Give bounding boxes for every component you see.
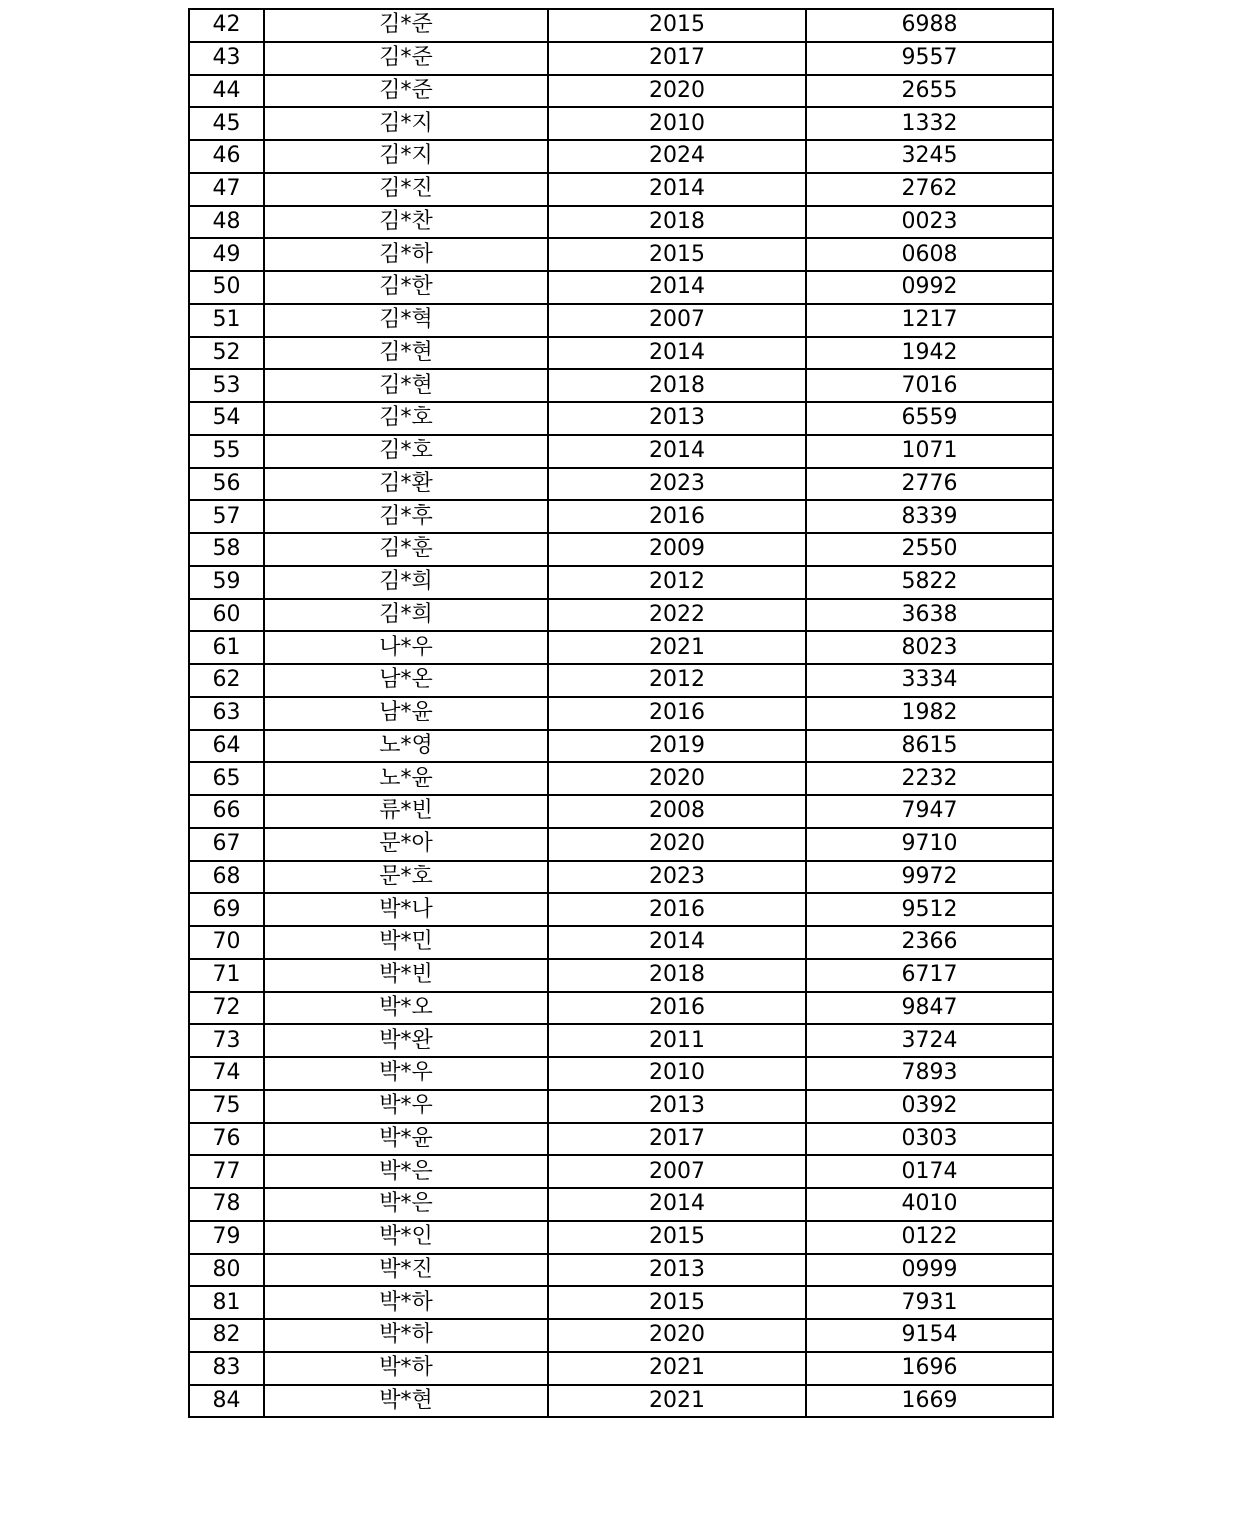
- table-row: [189, 959, 1053, 992]
- code-cell: 8615: [806, 730, 1053, 763]
- table-row: [189, 402, 1053, 435]
- code-cell: 1696: [806, 1352, 1053, 1385]
- year-cell: 2021: [548, 1352, 806, 1385]
- code-cell: 2366: [806, 926, 1053, 959]
- table-row: [189, 337, 1053, 370]
- table-row: [189, 566, 1053, 599]
- code-cell: 4010: [806, 1188, 1053, 1221]
- code-cell: 3245: [806, 140, 1053, 173]
- row-number-cell: 82: [189, 1319, 264, 1352]
- table-row: [189, 1188, 1053, 1221]
- table-row: [189, 599, 1053, 632]
- row-number-cell: 58: [189, 533, 264, 566]
- row-number-cell: 43: [189, 42, 264, 75]
- name-cell: 김*희: [264, 566, 548, 599]
- row-number-cell: 63: [189, 697, 264, 730]
- name-cell: 노*영: [264, 730, 548, 763]
- row-number-cell: 77: [189, 1155, 264, 1188]
- code-cell: 1982: [806, 697, 1053, 730]
- table-row: [189, 140, 1053, 173]
- name-cell: 김*호: [264, 435, 548, 468]
- name-cell: 김*준: [264, 75, 548, 108]
- table-row: [189, 500, 1053, 533]
- name-cell: 나*우: [264, 631, 548, 664]
- name-cell: 박*인: [264, 1221, 548, 1254]
- table-row: [189, 861, 1053, 894]
- row-number-cell: 56: [189, 468, 264, 501]
- code-cell: 7016: [806, 369, 1053, 402]
- name-cell: 김*지: [264, 140, 548, 173]
- year-cell: 2016: [548, 500, 806, 533]
- name-cell: 김*현: [264, 369, 548, 402]
- row-number-cell: 46: [189, 140, 264, 173]
- year-cell: 2017: [548, 1123, 806, 1156]
- row-number-cell: 80: [189, 1254, 264, 1287]
- code-cell: 9710: [806, 828, 1053, 861]
- name-cell: 김*환: [264, 468, 548, 501]
- year-cell: 2014: [548, 926, 806, 959]
- row-number-cell: 50: [189, 271, 264, 304]
- code-cell: 8339: [806, 500, 1053, 533]
- table-row: [189, 173, 1053, 206]
- code-cell: 0392: [806, 1090, 1053, 1123]
- year-cell: 2020: [548, 75, 806, 108]
- name-cell: 문*호: [264, 861, 548, 894]
- row-number-cell: 59: [189, 566, 264, 599]
- name-cell: 박*현: [264, 1385, 548, 1418]
- code-cell: 1942: [806, 337, 1053, 370]
- year-cell: 2007: [548, 1155, 806, 1188]
- code-cell: 6717: [806, 959, 1053, 992]
- name-cell: 남*윤: [264, 697, 548, 730]
- table-row: [189, 1319, 1053, 1352]
- name-cell: 남*온: [264, 664, 548, 697]
- year-cell: 2011: [548, 1024, 806, 1057]
- year-cell: 2009: [548, 533, 806, 566]
- row-number-cell: 75: [189, 1090, 264, 1123]
- code-cell: 9972: [806, 861, 1053, 894]
- name-cell: 류*빈: [264, 795, 548, 828]
- name-cell: 박*우: [264, 1057, 548, 1090]
- code-cell: 9557: [806, 42, 1053, 75]
- row-number-cell: 48: [189, 206, 264, 239]
- year-cell: 2019: [548, 730, 806, 763]
- table-row: [189, 1090, 1053, 1123]
- year-cell: 2010: [548, 107, 806, 140]
- table-row: [189, 9, 1053, 42]
- table-row: [189, 1385, 1053, 1418]
- table-row: [189, 762, 1053, 795]
- year-cell: 2017: [548, 42, 806, 75]
- name-cell: 김*지: [264, 107, 548, 140]
- name-cell: 박*하: [264, 1319, 548, 1352]
- name-cell: 박*우: [264, 1090, 548, 1123]
- name-cell: 김*희: [264, 599, 548, 632]
- year-cell: 2007: [548, 304, 806, 337]
- code-cell: 9154: [806, 1319, 1053, 1352]
- year-cell: 2023: [548, 861, 806, 894]
- row-number-cell: 54: [189, 402, 264, 435]
- row-number-cell: 64: [189, 730, 264, 763]
- row-number-cell: 62: [189, 664, 264, 697]
- row-number-cell: 44: [189, 75, 264, 108]
- table-row: [189, 1024, 1053, 1057]
- table-row: [189, 992, 1053, 1025]
- code-cell: 3334: [806, 664, 1053, 697]
- row-number-cell: 60: [189, 599, 264, 632]
- row-number-cell: 68: [189, 861, 264, 894]
- row-number-cell: 42: [189, 9, 264, 42]
- row-number-cell: 51: [189, 304, 264, 337]
- code-cell: 2550: [806, 533, 1053, 566]
- year-cell: 2016: [548, 893, 806, 926]
- code-cell: 7931: [806, 1286, 1053, 1319]
- row-number-cell: 83: [189, 1352, 264, 1385]
- table-row: [189, 730, 1053, 763]
- code-cell: 0023: [806, 206, 1053, 239]
- table-row: [189, 828, 1053, 861]
- year-cell: 2020: [548, 762, 806, 795]
- table-row: [189, 1254, 1053, 1287]
- name-cell: 김*하: [264, 238, 548, 271]
- name-cell: 김*준: [264, 42, 548, 75]
- code-cell: 9512: [806, 893, 1053, 926]
- name-cell: 김*호: [264, 402, 548, 435]
- code-cell: 7893: [806, 1057, 1053, 1090]
- table-row: [189, 271, 1053, 304]
- code-cell: 0122: [806, 1221, 1053, 1254]
- name-cell: 김*한: [264, 271, 548, 304]
- table-row: [189, 304, 1053, 337]
- row-number-cell: 52: [189, 337, 264, 370]
- code-cell: 7947: [806, 795, 1053, 828]
- code-cell: 0992: [806, 271, 1053, 304]
- name-cell: 박*완: [264, 1024, 548, 1057]
- table-row: [189, 107, 1053, 140]
- name-cell: 박*하: [264, 1352, 548, 1385]
- year-cell: 2021: [548, 1385, 806, 1418]
- name-cell: 노*윤: [264, 762, 548, 795]
- year-cell: 2014: [548, 271, 806, 304]
- table-row: [189, 795, 1053, 828]
- row-number-cell: 84: [189, 1385, 264, 1418]
- year-cell: 2015: [548, 238, 806, 271]
- table-row: [189, 75, 1053, 108]
- name-cell: 박*오: [264, 992, 548, 1025]
- table-row: [189, 926, 1053, 959]
- code-cell: 2762: [806, 173, 1053, 206]
- row-number-cell: 71: [189, 959, 264, 992]
- year-cell: 2014: [548, 173, 806, 206]
- code-cell: 6988: [806, 9, 1053, 42]
- name-cell: 김*현: [264, 337, 548, 370]
- year-cell: 2010: [548, 1057, 806, 1090]
- name-cell: 김*훈: [264, 533, 548, 566]
- name-cell: 박*하: [264, 1286, 548, 1319]
- row-number-cell: 74: [189, 1057, 264, 1090]
- row-number-cell: 53: [189, 369, 264, 402]
- year-cell: 2024: [548, 140, 806, 173]
- name-cell: 문*아: [264, 828, 548, 861]
- name-cell: 김*진: [264, 173, 548, 206]
- row-number-cell: 57: [189, 500, 264, 533]
- year-cell: 2016: [548, 697, 806, 730]
- year-cell: 2015: [548, 1286, 806, 1319]
- year-cell: 2021: [548, 631, 806, 664]
- row-number-cell: 55: [189, 435, 264, 468]
- year-cell: 2018: [548, 959, 806, 992]
- row-number-cell: 79: [189, 1221, 264, 1254]
- name-cell: 박*은: [264, 1155, 548, 1188]
- year-cell: 2018: [548, 369, 806, 402]
- row-number-cell: 49: [189, 238, 264, 271]
- code-cell: 9847: [806, 992, 1053, 1025]
- code-cell: 3638: [806, 599, 1053, 632]
- roster-table-body: [189, 9, 1053, 1417]
- year-cell: 2023: [548, 468, 806, 501]
- year-cell: 2015: [548, 9, 806, 42]
- table-row: [189, 1352, 1053, 1385]
- roster-table: [188, 8, 1054, 1418]
- table-row: [189, 369, 1053, 402]
- code-cell: 8023: [806, 631, 1053, 664]
- name-cell: 김*찬: [264, 206, 548, 239]
- name-cell: 박*빈: [264, 959, 548, 992]
- code-cell: 2232: [806, 762, 1053, 795]
- row-number-cell: 69: [189, 893, 264, 926]
- name-cell: 박*은: [264, 1188, 548, 1221]
- table-row: [189, 664, 1053, 697]
- name-cell: 김*준: [264, 9, 548, 42]
- year-cell: 2022: [548, 599, 806, 632]
- table-row: [189, 533, 1053, 566]
- row-number-cell: 45: [189, 107, 264, 140]
- year-cell: 2013: [548, 1090, 806, 1123]
- row-number-cell: 73: [189, 1024, 264, 1057]
- row-number-cell: 70: [189, 926, 264, 959]
- row-number-cell: 81: [189, 1286, 264, 1319]
- code-cell: 0303: [806, 1123, 1053, 1156]
- code-cell: 6559: [806, 402, 1053, 435]
- table-row: [189, 468, 1053, 501]
- year-cell: 2014: [548, 1188, 806, 1221]
- table-row: [189, 893, 1053, 926]
- year-cell: 2020: [548, 828, 806, 861]
- table-row: [189, 1155, 1053, 1188]
- year-cell: 2018: [548, 206, 806, 239]
- table-row: [189, 697, 1053, 730]
- year-cell: 2012: [548, 566, 806, 599]
- row-number-cell: 67: [189, 828, 264, 861]
- year-cell: 2020: [548, 1319, 806, 1352]
- code-cell: 2776: [806, 468, 1053, 501]
- year-cell: 2013: [548, 1254, 806, 1287]
- name-cell: 박*윤: [264, 1123, 548, 1156]
- year-cell: 2014: [548, 435, 806, 468]
- code-cell: 0999: [806, 1254, 1053, 1287]
- name-cell: 김*혁: [264, 304, 548, 337]
- row-number-cell: 61: [189, 631, 264, 664]
- code-cell: 2655: [806, 75, 1053, 108]
- code-cell: 3724: [806, 1024, 1053, 1057]
- year-cell: 2013: [548, 402, 806, 435]
- table-row: [189, 1057, 1053, 1090]
- code-cell: 1071: [806, 435, 1053, 468]
- row-number-cell: 66: [189, 795, 264, 828]
- code-cell: 1332: [806, 107, 1053, 140]
- row-number-cell: 78: [189, 1188, 264, 1221]
- row-number-cell: 65: [189, 762, 264, 795]
- year-cell: 2016: [548, 992, 806, 1025]
- code-cell: 5822: [806, 566, 1053, 599]
- name-cell: 김*후: [264, 500, 548, 533]
- code-cell: 1217: [806, 304, 1053, 337]
- table-row: [189, 435, 1053, 468]
- code-cell: 1669: [806, 1385, 1053, 1418]
- year-cell: 2008: [548, 795, 806, 828]
- code-cell: 0608: [806, 238, 1053, 271]
- table-row: [189, 238, 1053, 271]
- table-row: [189, 1221, 1053, 1254]
- name-cell: 박*민: [264, 926, 548, 959]
- year-cell: 2012: [548, 664, 806, 697]
- row-number-cell: 72: [189, 992, 264, 1025]
- table-row: [189, 1286, 1053, 1319]
- row-number-cell: 47: [189, 173, 264, 206]
- table-row: [189, 631, 1053, 664]
- table-row: [189, 206, 1053, 239]
- table-row: [189, 1123, 1053, 1156]
- name-cell: 박*진: [264, 1254, 548, 1287]
- row-number-cell: 76: [189, 1123, 264, 1156]
- name-cell: 박*나: [264, 893, 548, 926]
- year-cell: 2014: [548, 337, 806, 370]
- year-cell: 2015: [548, 1221, 806, 1254]
- code-cell: 0174: [806, 1155, 1053, 1188]
- table-row: [189, 42, 1053, 75]
